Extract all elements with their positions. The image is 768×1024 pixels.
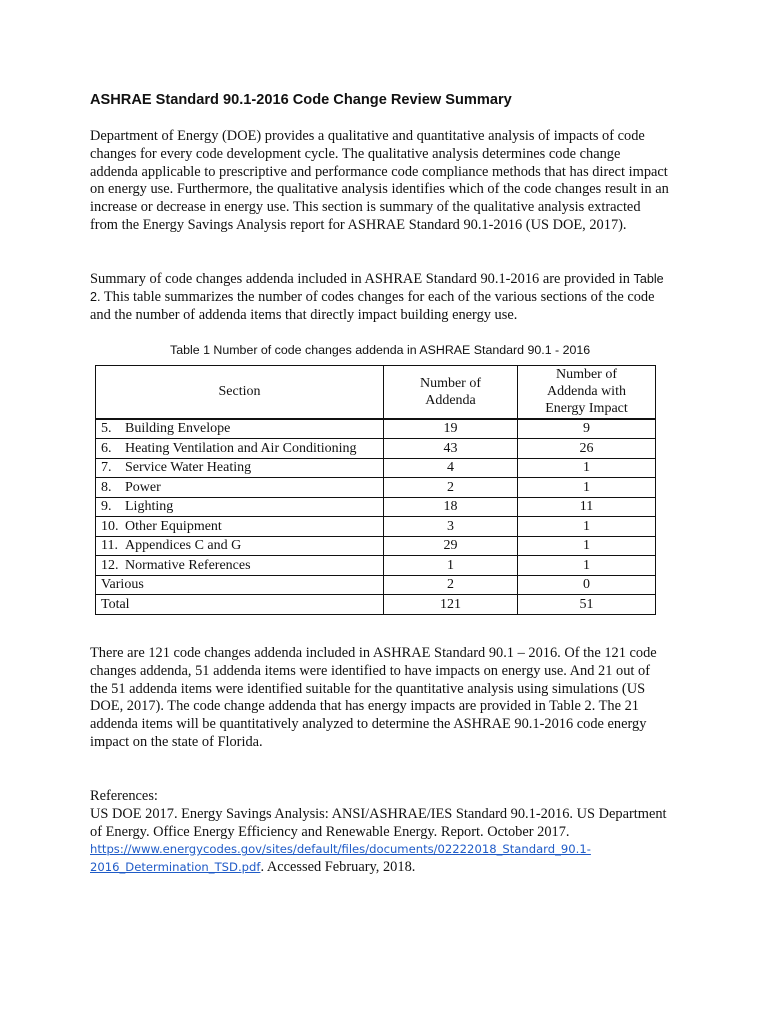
reference-accessed: . Accessed February, 2018.: [260, 859, 416, 876]
addenda-cell: 2: [384, 575, 518, 595]
table-row: [96, 458, 656, 478]
references-heading: References:: [90, 788, 158, 804]
addenda-cell: 4: [384, 458, 518, 478]
impact-cell: 1: [518, 478, 656, 498]
addenda-cell: 29: [384, 536, 518, 556]
addenda-cell: 1: [384, 556, 518, 576]
document-title: ASHRAE Standard 90.1-2016 Code Change Review Summary: [90, 92, 512, 108]
section-number: 11.: [101, 538, 118, 554]
impact-cell: 11: [518, 497, 656, 517]
impact-cell: 1: [518, 556, 656, 576]
impact-cell: 9: [518, 419, 656, 439]
analysis-paragraph: There are 121 code changes addenda included in ASHRAE Standard 90.1 – 2016. Of the 121 code changes addenda, 51 addenda items were identified to have impacts on energy use. And 21 out of the 51 addenda items were identified suitable for the quantitative analysis using simulations (US DOE, 2017). The code change addenda that has energy impacts are provided in Table 2. The 21 addenda items will be quantitatively analyzed to determine the ASHRAE 90.1-2016 code energy impact on the state of Florida.: [90, 645, 657, 750]
section-name: Various: [101, 577, 144, 593]
header-impact-line1: Number of: [555, 367, 618, 383]
header-energy-impact: [518, 366, 656, 419]
table-row: [96, 575, 656, 595]
summary-text-before: Summary of code changes addenda included in ASHRAE Standard 90.1-2016 are provided in: [90, 271, 630, 287]
total-label: Total: [96, 595, 384, 615]
header-section: Section: [96, 366, 384, 419]
intro-paragraph: Department of Energy (DOE) provides a qualitative and quantitative analysis of impacts of code changes for every code development cycle. The qualitative analysis determines code change addenda applicable to prescriptive and performance code compliance methods that has direct impact on energy use. Furthermore, the qualitative analysis identifies which of the code changes result in an increase or decrease in energy use. This section is summary of the qualitative analysis extracted from the Energy Savings Analysis report for ASHRAE Standard 90.1-2016 (US DOE, 2017).: [90, 128, 669, 233]
summary-text-after: This table summarizes the number of codes changes for each of the various sections of the code and the number of addenda items that directly impact building energy use.: [90, 288, 655, 323]
total-addenda: 121: [384, 595, 518, 615]
section-name: Power: [125, 479, 161, 495]
addenda-cell: 43: [384, 439, 518, 459]
section-number: 10.: [101, 518, 119, 534]
section-number: 8.: [101, 479, 112, 495]
section-name: Service Water Heating: [125, 460, 252, 476]
section-cell: [96, 419, 384, 439]
table-row: [96, 478, 656, 498]
section-cell: [96, 478, 384, 498]
section-cell: [96, 517, 384, 537]
header-impact-line3: Energy Impact: [545, 401, 628, 417]
table-header-row: [96, 366, 656, 419]
impact-cell: 1: [518, 536, 656, 556]
section-name: Appendices C and G: [125, 538, 242, 554]
table-total-row: [96, 595, 656, 615]
table-row: [96, 556, 656, 576]
section-number: 7.: [101, 460, 112, 476]
section-name: Lighting: [125, 499, 174, 515]
section-cell: [96, 497, 384, 517]
section-name: Normative References: [125, 557, 251, 573]
section-name: Heating Ventilation and Air Conditioning: [125, 440, 357, 456]
reference-link-line1: https://www.energycodes.gov/sites/default/files/documents/02222018_Standard_90.1-: [90, 842, 591, 857]
addenda-table: [95, 365, 656, 615]
section-cell: [96, 458, 384, 478]
section-number: 5.: [101, 421, 112, 437]
section-name: Building Envelope: [125, 421, 231, 437]
table-row: [96, 439, 656, 459]
table-row: [96, 517, 656, 537]
table-row: [96, 497, 656, 517]
reference-link-line2: 2016_Determination_TSD.pdf: [90, 860, 261, 875]
section-cell: [96, 439, 384, 459]
section-cell: [96, 575, 384, 595]
references-section: [90, 788, 670, 877]
total-impact: 51: [518, 595, 656, 615]
addenda-cell: 18: [384, 497, 518, 517]
reference-citation: US DOE 2017. Energy Savings Analysis: ANSI/ASHRAE/IES Standard 90.1-2016. US Department of Energy. Office Energy Efficiency and Renewable Energy. Report. October 2017.: [90, 805, 667, 840]
table-caption: Table 1 Number of code changes addenda in ASHRAE Standard 90.1 - 2016: [170, 343, 591, 357]
section-cell: [96, 536, 384, 556]
addenda-cell: 19: [384, 419, 518, 439]
section-cell: [96, 556, 384, 576]
section-name: Other Equipment: [125, 518, 222, 534]
header-addenda-line2: Addenda: [425, 392, 476, 408]
addenda-cell: 2: [384, 478, 518, 498]
header-number-of-addenda: [384, 366, 518, 419]
addenda-cell: 3: [384, 517, 518, 537]
impact-cell: 1: [518, 517, 656, 537]
summary-paragraph: [90, 271, 670, 324]
impact-cell: 0: [518, 575, 656, 595]
section-number: 6.: [101, 440, 112, 456]
section-number: 9.: [101, 499, 112, 515]
reference-entry: [90, 806, 670, 877]
section-number: 12.: [101, 557, 119, 573]
table-reference: Table 2.: [90, 272, 664, 304]
header-addenda-line1: Number of: [419, 375, 482, 391]
header-impact-line2: Addenda with: [547, 384, 626, 400]
table-row: [96, 419, 656, 439]
table-row: [96, 536, 656, 556]
impact-cell: 26: [518, 439, 656, 459]
impact-cell: 1: [518, 458, 656, 478]
